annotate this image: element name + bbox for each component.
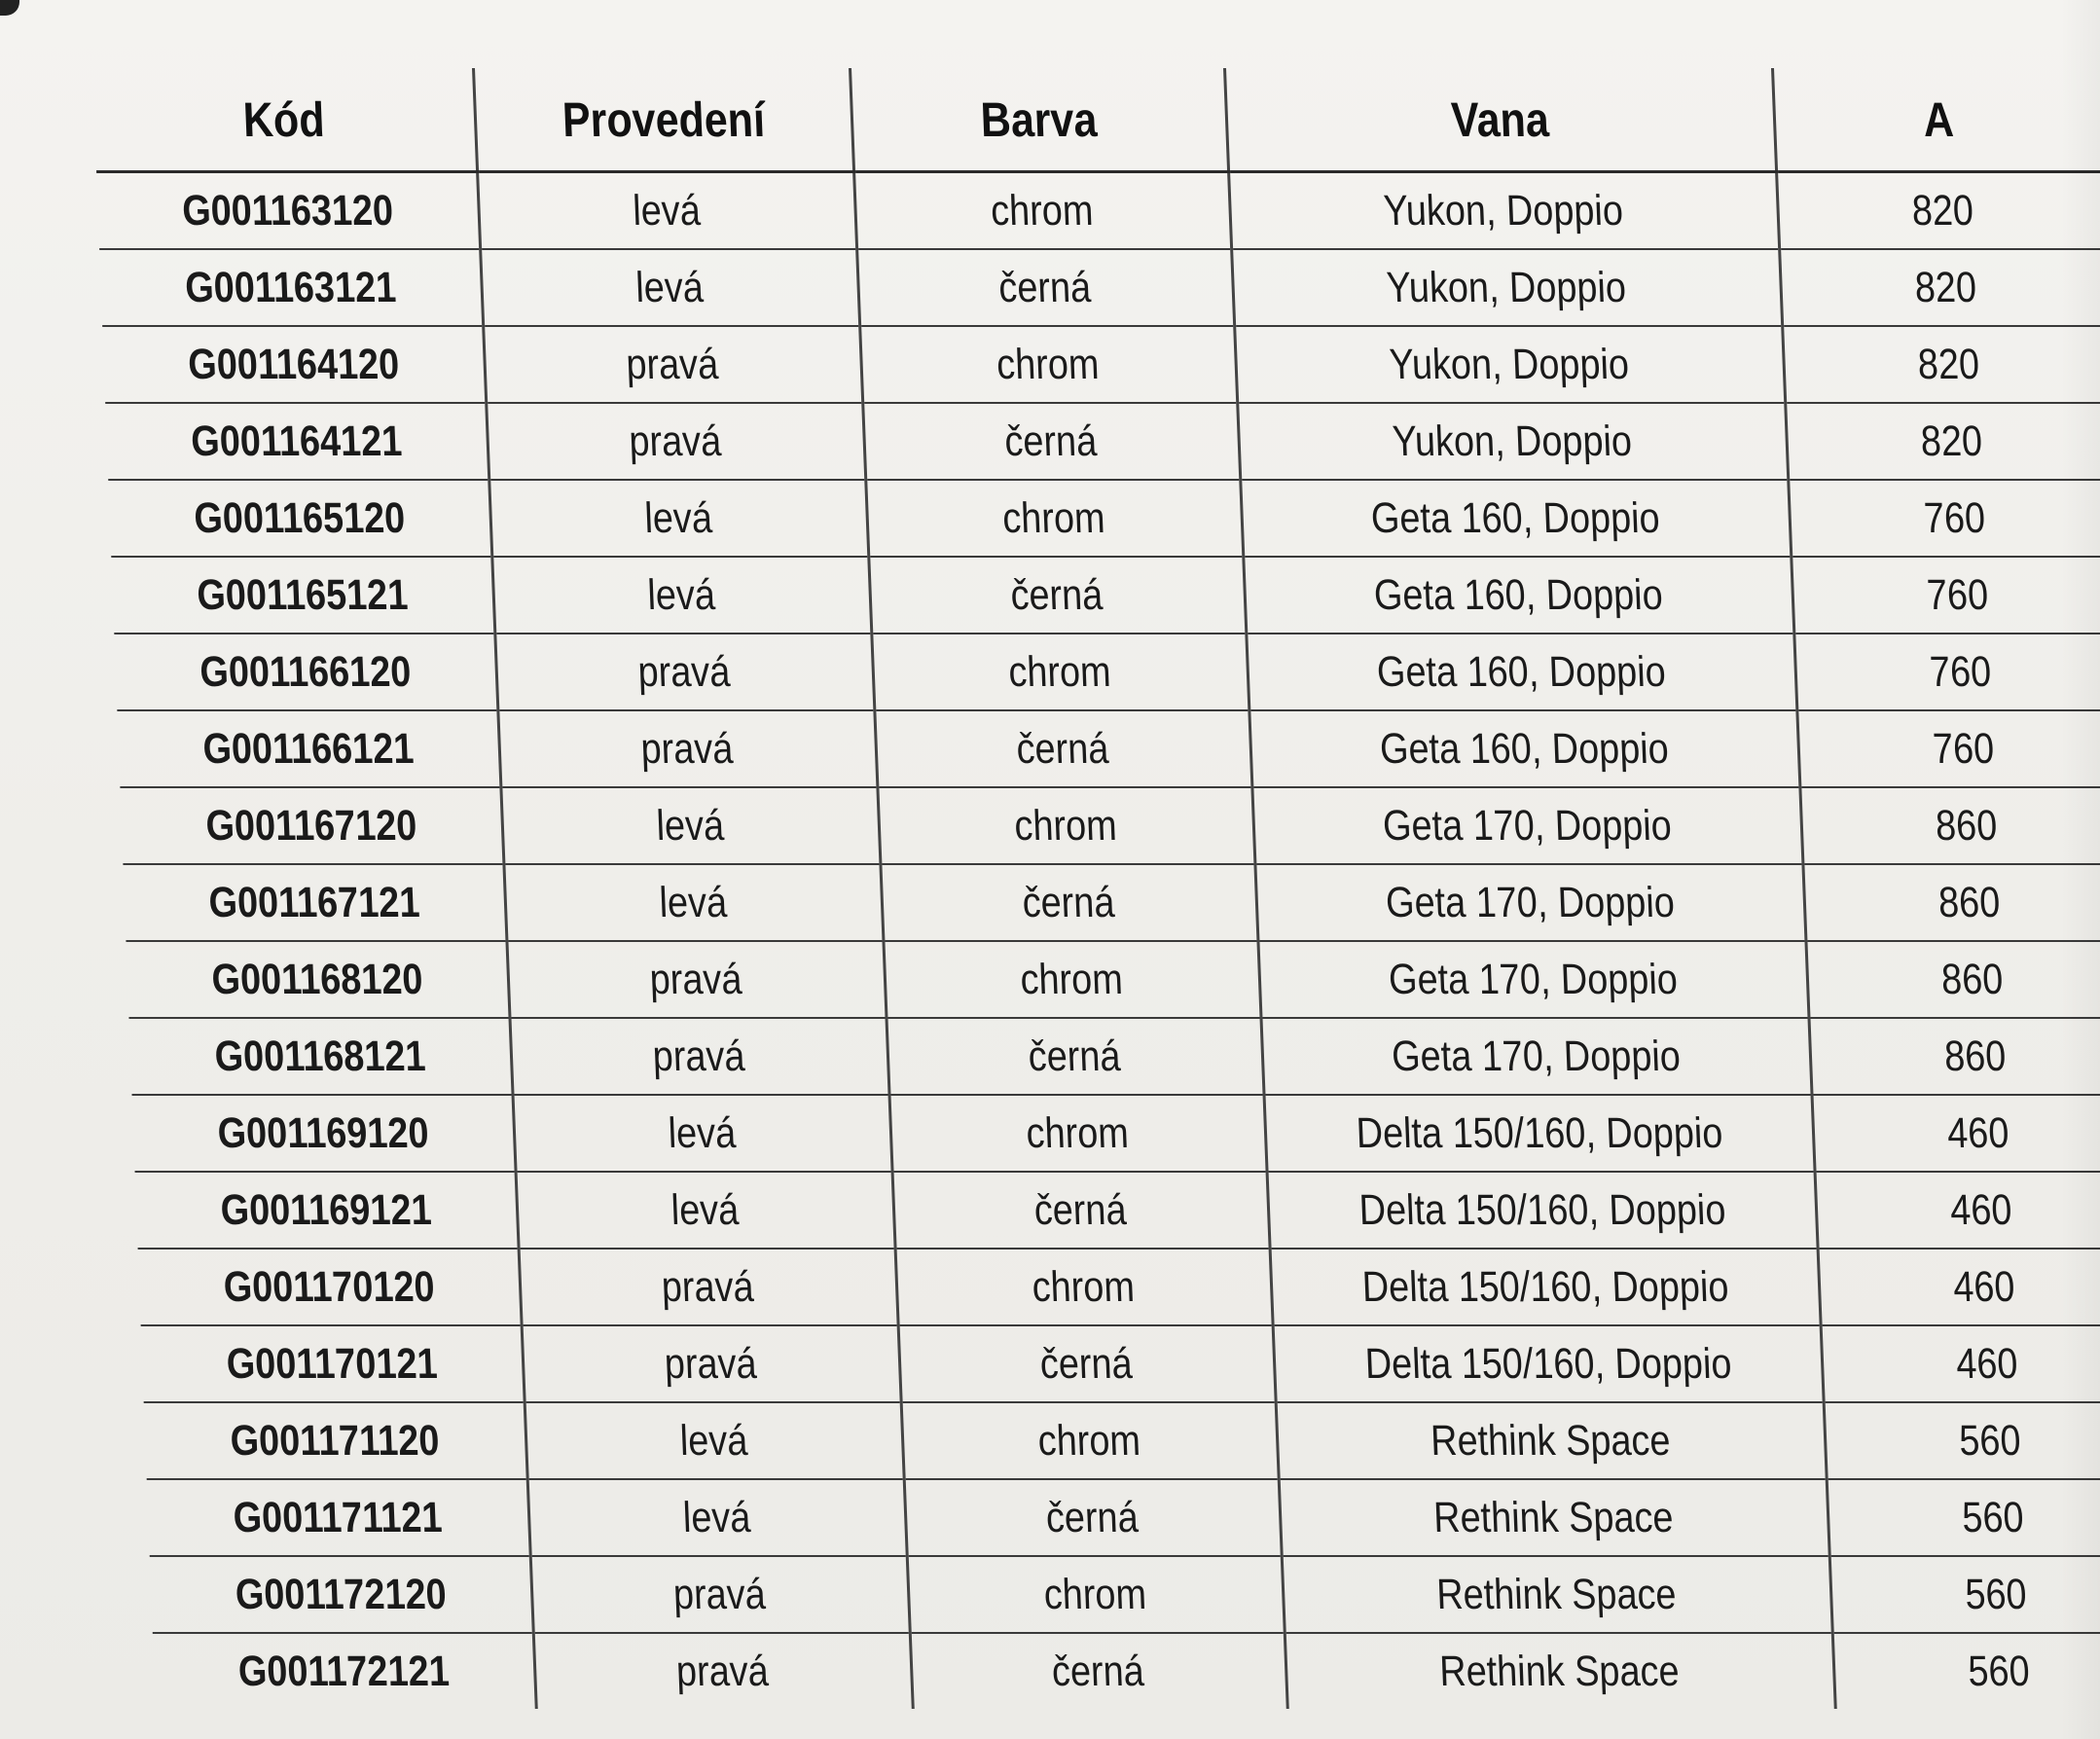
cell-provedeni (525, 1402, 904, 1479)
cell-provedeni (480, 249, 859, 326)
cell-provedeni (533, 1633, 913, 1709)
cell-vana (1260, 1018, 1811, 1095)
cell-a-text: 460 (1951, 1262, 2015, 1311)
cell-a (1782, 326, 2100, 403)
cell-provedeni-text: pravá (664, 1339, 758, 1388)
cell-a-text: 460 (1954, 1339, 2018, 1388)
cell-kod (108, 480, 491, 557)
cell-barva-text: černá (1033, 1185, 1128, 1234)
cell-kod-text: G001166120 (199, 647, 412, 696)
header-a (1772, 68, 2100, 172)
cell-vana (1237, 403, 1788, 480)
cell-kod-text: G001164121 (190, 417, 403, 465)
cell-vana (1254, 864, 1805, 941)
cell-barva-text: chrom (1013, 801, 1118, 850)
cell-barva (862, 403, 1240, 480)
cell-vana-text: Delta 150/160, Doppio (1363, 1339, 1732, 1388)
cell-vana-text: Geta 160, Doppio (1376, 647, 1667, 696)
cell-provedeni (500, 787, 880, 864)
cell-vana-text: Yukon, Doppio (1386, 263, 1628, 311)
cell-vana-text: Geta 170, Doppio (1382, 801, 1673, 850)
cell-a (1812, 1095, 2100, 1172)
cell-vana-text: Delta 150/160, Doppio (1358, 1185, 1726, 1234)
cell-kod-text: G001167120 (204, 801, 417, 850)
cell-provedeni-text: levá (643, 493, 713, 542)
cell-kod (123, 864, 506, 941)
cell-vana-text: Rethink Space (1438, 1647, 1681, 1695)
cell-a-text: 860 (1939, 955, 2004, 1003)
cell-provedeni-text: levá (682, 1493, 752, 1541)
cell-vana (1243, 557, 1793, 634)
page-corner-mark (0, 0, 19, 16)
cell-provedeni (522, 1325, 901, 1402)
cell-kod-text: G001171121 (232, 1493, 444, 1541)
cell-provedeni-text: levá (670, 1185, 741, 1234)
cell-a (1785, 403, 2100, 480)
cell-vana (1231, 249, 1782, 326)
cell-provedeni (513, 1095, 892, 1172)
cell-barva-text: chrom (1007, 647, 1112, 696)
cell-barva (883, 941, 1260, 1018)
cell-vana-text: Delta 150/160, Doppio (1355, 1108, 1723, 1157)
cell-provedeni (489, 480, 868, 557)
cell-vana (1251, 787, 1802, 864)
cell-a-text: 820 (1916, 340, 1980, 388)
cell-kod-text: G001169121 (219, 1185, 433, 1234)
cell-a-text: 860 (1934, 801, 1998, 850)
header-barva-text: Barva (979, 91, 1099, 147)
cell-provedeni-text: pravá (675, 1647, 771, 1695)
cell-a-text: 460 (1945, 1108, 2009, 1157)
cell-vana-text: Geta 160, Doppio (1373, 570, 1664, 619)
cell-barva-text: chrom (990, 186, 1095, 235)
cell-provedeni (491, 557, 871, 634)
table-row (153, 1633, 2100, 1709)
cell-kod-text: G001167121 (207, 878, 420, 926)
header-row (92, 68, 2100, 172)
cell-a-text: 560 (1967, 1647, 2031, 1695)
cell-kod (135, 1172, 519, 1249)
page-edge-shadow (2061, 0, 2100, 1739)
cell-a-text: 860 (1942, 1032, 2007, 1080)
cell-provedeni-text: pravá (672, 1570, 768, 1618)
cell-kod (153, 1633, 536, 1709)
table-row (141, 1325, 2100, 1402)
table-row (120, 787, 2100, 864)
cell-a (1779, 249, 2100, 326)
cell-provedeni (486, 403, 865, 480)
cell-kod (120, 787, 503, 864)
cell-kod (126, 941, 509, 1018)
cell-vana (1246, 634, 1796, 710)
cell-vana-text: Yukon, Doppio (1392, 417, 1634, 465)
cell-a (1824, 1402, 2100, 1479)
cell-vana-text: Delta 150/160, Doppio (1360, 1262, 1729, 1311)
cell-a-text: 760 (1928, 647, 1992, 696)
cell-kod (117, 710, 500, 787)
cell-a-text: 820 (1919, 417, 1983, 465)
cell-a (1799, 787, 2100, 864)
cell-provedeni (497, 710, 877, 787)
cell-vana-text: Geta 160, Doppio (1379, 724, 1670, 773)
cell-kod-text: G001169120 (216, 1108, 430, 1157)
cell-barva (898, 1325, 1276, 1402)
cell-kod-text: G001168121 (213, 1032, 427, 1080)
cell-kod-text: G001172121 (236, 1647, 451, 1695)
cell-barva (889, 1095, 1267, 1172)
header-vana (1224, 68, 1776, 172)
cell-barva-text: černá (1045, 1493, 1140, 1541)
cell-vana-text: Rethink Space (1435, 1570, 1678, 1618)
cell-a-text: 820 (1910, 186, 1974, 235)
cell-provedeni-text: levá (655, 801, 726, 850)
table-row (138, 1249, 2100, 1325)
cell-a-text: 560 (1963, 1570, 2027, 1618)
cell-vana (1270, 1249, 1821, 1325)
cell-kod (114, 634, 497, 710)
cell-provedeni-text: levá (634, 263, 705, 311)
cell-barva-text: chrom (996, 340, 1101, 388)
cell-barva (892, 1172, 1270, 1249)
cell-a-text: 560 (1960, 1493, 2024, 1541)
cell-vana-text: Rethink Space (1430, 1416, 1672, 1465)
cell-vana-text: Geta 170, Doppio (1385, 878, 1676, 926)
cell-provedeni (506, 941, 886, 1018)
table-row (128, 1018, 2100, 1095)
cell-vana-text: Yukon, Doppio (1383, 186, 1625, 235)
cell-barva-text: černá (1016, 724, 1110, 773)
cell-kod-text: G001171120 (229, 1416, 441, 1465)
cell-kod (128, 1018, 512, 1095)
table-row (123, 864, 2100, 941)
table-row (105, 403, 2100, 480)
cell-provedeni-text: levá (632, 186, 702, 235)
header-kod (92, 68, 477, 172)
cell-barva (856, 249, 1234, 326)
cell-vana (1276, 1402, 1827, 1479)
cell-vana (1279, 1479, 1829, 1556)
cell-provedeni (509, 1018, 888, 1095)
cell-kod-text: G001164120 (187, 340, 400, 388)
table-row (117, 710, 2100, 787)
cell-a (1832, 1633, 2100, 1709)
cell-a-text: 820 (1913, 263, 1977, 311)
cell-a (1821, 1325, 2100, 1402)
table-body (96, 172, 2100, 1710)
cell-provedeni-text: levá (658, 878, 729, 926)
cell-kod-text: G001170120 (222, 1262, 436, 1311)
cell-a (1815, 1172, 2100, 1249)
cell-provedeni (527, 1479, 907, 1556)
cell-kod (138, 1249, 522, 1325)
cell-kod (132, 1095, 516, 1172)
table-row (147, 1479, 2100, 1556)
cell-barva-text: černá (1003, 417, 1099, 465)
cell-a (1805, 941, 2100, 1018)
cell-barva-text: černá (1022, 878, 1116, 926)
header-provedeni (473, 68, 853, 172)
cell-vana (1228, 172, 1779, 250)
cell-provedeni-text: pravá (637, 647, 732, 696)
cell-kod-text: G001163120 (181, 186, 394, 235)
cell-barva (901, 1402, 1279, 1479)
cell-a (1802, 864, 2100, 941)
cell-a-text: 760 (1925, 570, 1989, 619)
cell-barva (886, 1018, 1263, 1095)
cell-barva-text: černá (1010, 570, 1104, 619)
cell-vana (1285, 1633, 1835, 1709)
cell-kod-text: G001172120 (234, 1570, 448, 1618)
cell-barva-text: chrom (1001, 493, 1106, 542)
table-row (96, 172, 2100, 250)
cell-provedeni-text: pravá (640, 724, 735, 773)
cell-provedeni-text: levá (679, 1416, 749, 1465)
header-barva (850, 68, 1228, 172)
cell-provedeni-text: pravá (628, 417, 723, 465)
cell-barva (874, 710, 1251, 787)
table-row (108, 480, 2100, 557)
cell-kod (105, 403, 489, 480)
cell-kod-text: G001168120 (210, 955, 424, 1003)
cell-vana (1264, 1095, 1815, 1172)
table-row (99, 249, 2100, 326)
table-row (126, 941, 2100, 1018)
cell-kod (150, 1556, 533, 1633)
cell-provedeni (483, 326, 862, 403)
cell-vana (1240, 480, 1791, 557)
cell-a (1829, 1556, 2100, 1633)
cell-barva-text: chrom (1037, 1416, 1142, 1465)
cell-barva (853, 172, 1231, 250)
cell-vana-text: Rethink Space (1432, 1493, 1675, 1541)
cell-a (1818, 1249, 2100, 1325)
cell-barva-text: černá (997, 263, 1093, 311)
header-vana-text: Vana (1450, 91, 1550, 147)
cell-a (1827, 1479, 2100, 1556)
cell-vana-text: Yukon, Doppio (1389, 340, 1631, 388)
header-a-text: A (1922, 91, 1955, 147)
cell-a-text: 760 (1931, 724, 1995, 773)
cell-barva (907, 1556, 1285, 1633)
cell-barva (904, 1479, 1282, 1556)
cell-kod (96, 172, 480, 250)
table-row (132, 1095, 2100, 1172)
cell-barva-text: chrom (1019, 955, 1124, 1003)
cell-a (1788, 480, 2100, 557)
cell-a-text: 860 (1937, 878, 2001, 926)
cell-provedeni (477, 172, 856, 250)
cell-kod-text: G001170121 (225, 1339, 439, 1388)
cell-vana (1267, 1172, 1818, 1249)
cell-provedeni (516, 1172, 895, 1249)
table-row (111, 557, 2100, 634)
table-row (144, 1402, 2100, 1479)
cell-barva (868, 557, 1246, 634)
cell-provedeni (494, 634, 874, 710)
cell-kod (144, 1402, 527, 1479)
cell-barva (910, 1633, 1287, 1709)
cell-a-text: 460 (1948, 1185, 2012, 1234)
cell-kod (141, 1325, 525, 1402)
cell-a-text: 760 (1922, 493, 1986, 542)
cell-vana (1249, 710, 1799, 787)
table-row (135, 1172, 2100, 1249)
cell-kod-text: G001165121 (196, 570, 409, 619)
cell-barva (859, 326, 1237, 403)
cell-vana (1273, 1325, 1824, 1402)
cell-provedeni-text: pravá (625, 340, 720, 388)
cell-barva-text: chrom (1032, 1262, 1137, 1311)
cell-provedeni-text: pravá (661, 1262, 755, 1311)
cell-barva (895, 1249, 1273, 1325)
cell-a (1776, 172, 2100, 250)
table-row (150, 1556, 2100, 1633)
table-header (92, 68, 2100, 172)
cell-barva-text: černá (1051, 1647, 1146, 1695)
table-row (114, 634, 2100, 710)
cell-provedeni (530, 1556, 910, 1633)
cell-provedeni-text: pravá (652, 1032, 746, 1080)
cell-barva-text: černá (1028, 1032, 1122, 1080)
cell-provedeni-text: pravá (649, 955, 743, 1003)
cell-barva (865, 480, 1243, 557)
cell-barva-text: černá (1039, 1339, 1134, 1388)
cell-barva (880, 864, 1257, 941)
cell-barva (877, 787, 1254, 864)
cell-a-text: 560 (1957, 1416, 2021, 1465)
cell-a (1793, 634, 2100, 710)
cell-provedeni (503, 864, 883, 941)
cell-provedeni-text: levá (646, 570, 716, 619)
cell-barva-text: chrom (1026, 1108, 1131, 1157)
header-kod-text: Kód (241, 91, 326, 147)
cell-kod-text: G001163121 (184, 263, 397, 311)
cell-kod-text: G001166121 (201, 724, 415, 773)
cell-a (1808, 1018, 2100, 1095)
cell-barva-text: chrom (1043, 1570, 1148, 1618)
cell-kod (111, 557, 494, 634)
cell-a (1796, 710, 2100, 787)
cell-vana-text: Geta 170, Doppio (1391, 1032, 1682, 1080)
header-provedeni-text: Provedení (561, 91, 766, 147)
cell-vana (1257, 941, 1808, 1018)
cell-kod (147, 1479, 530, 1556)
cell-vana (1282, 1556, 1832, 1633)
product-spec-table (92, 68, 2100, 1709)
cell-provedeni-text: levá (667, 1108, 738, 1157)
cell-vana-text: Geta 170, Doppio (1388, 955, 1679, 1003)
cell-kod (102, 326, 486, 403)
cell-vana (1234, 326, 1785, 403)
cell-provedeni (519, 1249, 898, 1325)
cell-vana-text: Geta 160, Doppio (1369, 493, 1661, 542)
cell-kod (99, 249, 483, 326)
cell-kod-text: G001165120 (193, 493, 406, 542)
cell-barva (871, 634, 1249, 710)
cell-a (1791, 557, 2100, 634)
table-row (102, 326, 2100, 403)
